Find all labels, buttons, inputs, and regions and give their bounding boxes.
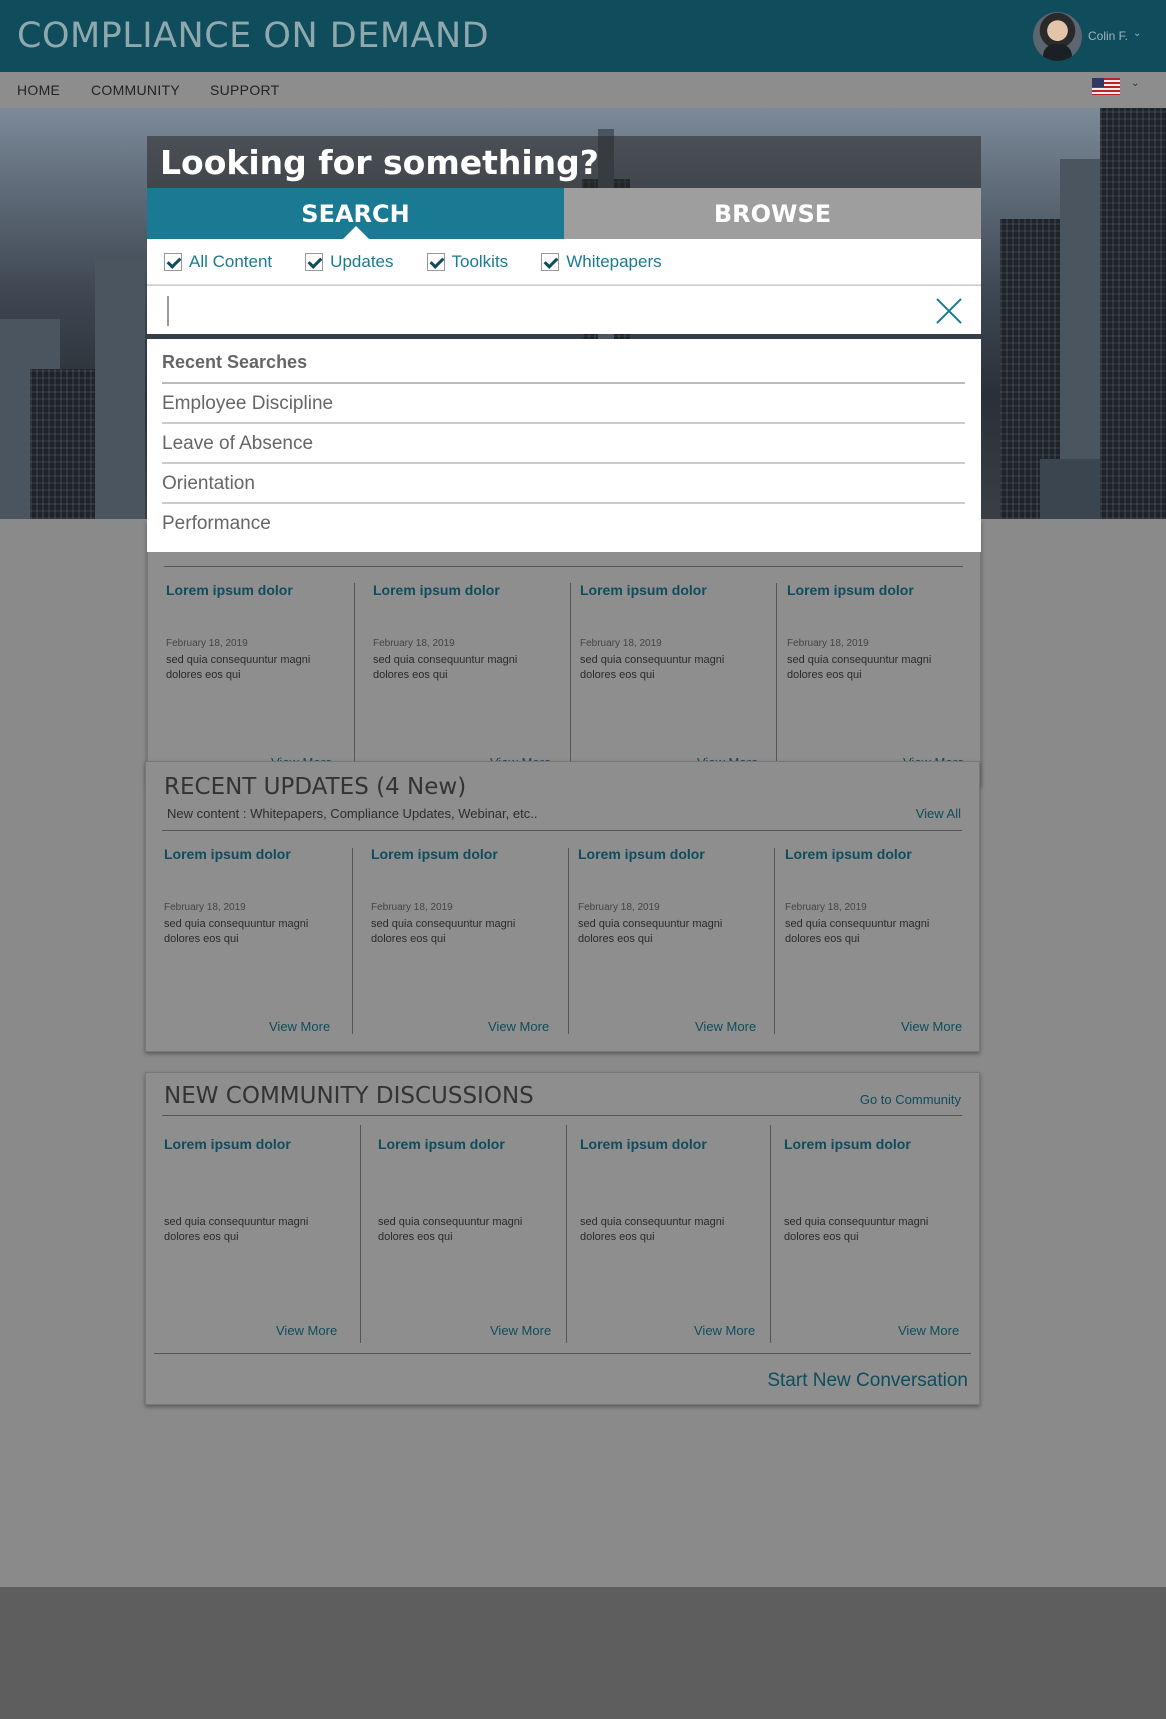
view-more-link[interactable]: View More <box>488 1019 550 1034</box>
card-date: February 18, 2019 <box>578 902 660 913</box>
card-title[interactable]: Lorem ipsum dolor <box>371 846 498 862</box>
search-title: Looking for something? <box>160 143 599 182</box>
avatar[interactable] <box>1033 12 1082 61</box>
card-text: sed quia consequuntur magni dolores eos qui <box>784 1216 929 1243</box>
chevron-down-icon[interactable]: ⌄ <box>1133 28 1142 39</box>
section-subtitle: New content : Whitepapers, Compliance Updates, Webinar, etc.. <box>167 806 538 821</box>
card-text: sed quia consequuntur magni dolores eos qui <box>164 1216 309 1243</box>
filter-updates[interactable] <box>305 252 393 272</box>
recent-search-item[interactable]: Performance <box>162 513 271 534</box>
section-title: RECENT UPDATES (4 New) <box>164 774 467 800</box>
section-title: NEW COMMUNITY DISCUSSIONS <box>164 1083 534 1109</box>
card-date: February 18, 2019 <box>373 638 455 649</box>
checkbox-checked[interactable] <box>427 253 445 271</box>
card-text: sed quia consequuntur magni dolores eos qui <box>580 654 725 681</box>
card-title[interactable]: Lorem ipsum dolor <box>166 582 293 598</box>
card-title[interactable]: Lorem ipsum dolor <box>784 1136 911 1152</box>
recent-search-item[interactable]: Orientation <box>162 464 965 504</box>
view-more-link[interactable]: View More <box>276 1323 338 1338</box>
main-nav <box>0 72 1166 108</box>
filter-label[interactable]: All Content <box>189 251 273 271</box>
card-date: February 18, 2019 <box>164 902 246 913</box>
discussion-card <box>784 1136 964 1338</box>
card-title[interactable]: Lorem ipsum dolor <box>787 582 914 598</box>
card-date: February 18, 2019 <box>785 902 867 913</box>
user-name[interactable]: Colin F. <box>1088 29 1129 43</box>
us-flag-icon[interactable] <box>1092 78 1120 95</box>
discussion-card <box>580 1136 760 1338</box>
card-text: sed quia consequuntur magni dolores eos qui <box>787 654 932 681</box>
filter-label[interactable]: Updates <box>330 251 394 271</box>
card-date: February 18, 2019 <box>166 638 248 649</box>
search-tabs <box>147 188 981 239</box>
view-all-link[interactable]: View All <box>915 806 961 821</box>
card-text: sed quia consequuntur magni dolores eos qui <box>785 918 930 945</box>
card-text: sed quia consequuntur magni dolores eos qui <box>166 654 311 681</box>
featured-card <box>373 582 553 681</box>
card-text: sed quia consequuntur magni dolores eos qui <box>578 918 723 945</box>
view-more-link[interactable]: View More <box>490 1323 552 1338</box>
recent-search-item[interactable]: Employee Discipline <box>162 384 965 424</box>
card-title[interactable]: Lorem ipsum dolor <box>164 846 291 862</box>
brand-title[interactable]: COMPLIANCE ON DEMAND <box>17 16 490 56</box>
filter-toolkits[interactable] <box>427 252 509 272</box>
featured-card <box>166 582 346 681</box>
go-to-community-link[interactable]: Go to Community <box>859 1092 961 1107</box>
footer <box>0 1587 1166 1719</box>
community-section <box>145 1072 980 1405</box>
view-more-link[interactable]: View More <box>901 1019 963 1034</box>
card-text: sed quia consequuntur magni dolores eos qui <box>164 918 309 945</box>
nav-item-home[interactable]: HOME <box>17 82 61 98</box>
nav-item-support[interactable]: SUPPORT <box>210 82 280 98</box>
recent-search-item[interactable]: Leave of Absence <box>162 424 965 464</box>
tab-browse[interactable]: BROWSE <box>564 188 981 239</box>
recent-searches-heading: Recent Searches <box>162 339 965 384</box>
card-title[interactable]: Lorem ipsum dolor <box>580 582 707 598</box>
featured-card <box>787 582 967 681</box>
update-card <box>785 846 965 1034</box>
card-title[interactable]: Lorem ipsum dolor <box>785 846 912 862</box>
view-more-link[interactable]: View More <box>695 1019 757 1034</box>
search-input[interactable] <box>167 296 867 326</box>
search-title-bar <box>147 136 981 188</box>
filter-whitepapers[interactable] <box>541 252 661 272</box>
view-more-link[interactable]: View More <box>898 1323 960 1338</box>
card-text: sed quia consequuntur magni dolores eos qui <box>371 918 516 945</box>
checkbox-checked[interactable] <box>164 253 182 271</box>
top-bar <box>0 0 1166 72</box>
card-text: sed quia consequuntur magni dolores eos qui <box>378 1216 523 1243</box>
recent-updates-section <box>145 761 980 1052</box>
featured-card <box>580 582 760 681</box>
card-title[interactable]: Lorem ipsum dolor <box>378 1136 505 1152</box>
filter-label[interactable]: Toolkits <box>451 251 509 271</box>
tab-search[interactable]: SEARCH <box>147 188 564 239</box>
update-card <box>578 846 758 1034</box>
update-card <box>371 846 551 1034</box>
checkbox-checked[interactable] <box>541 253 559 271</box>
filter-all-content[interactable] <box>164 252 272 272</box>
card-date: February 18, 2019 <box>787 638 869 649</box>
start-conversation-link[interactable]: Start New Conversation <box>767 1370 968 1391</box>
card-title[interactable]: Lorem ipsum dolor <box>164 1136 291 1152</box>
card-text: sed quia consequuntur magni dolores eos qui <box>373 654 518 681</box>
filter-bar <box>147 239 981 285</box>
card-title[interactable]: Lorem ipsum dolor <box>580 1136 707 1152</box>
card-text: sed quia consequuntur magni dolores eos qui <box>580 1216 725 1243</box>
update-card <box>164 846 344 1034</box>
featured-section <box>147 520 981 785</box>
view-more-link[interactable]: View More <box>269 1019 331 1034</box>
card-title[interactable]: Lorem ipsum dolor <box>578 846 705 862</box>
chevron-down-icon[interactable]: ⌄ <box>1131 78 1140 89</box>
view-more-link[interactable]: View More <box>694 1323 756 1338</box>
recent-searches <box>147 339 981 552</box>
discussion-card <box>378 1136 568 1338</box>
checkbox-checked[interactable] <box>305 253 323 271</box>
discussion-card <box>164 1136 354 1338</box>
search-panel <box>147 136 981 552</box>
search-row <box>147 285 981 334</box>
close-icon[interactable] <box>935 297 963 325</box>
card-date: February 18, 2019 <box>371 902 453 913</box>
card-title[interactable]: Lorem ipsum dolor <box>373 582 500 598</box>
filter-label[interactable]: Whitepapers <box>566 251 662 271</box>
nav-item-community[interactable]: COMMUNITY <box>91 82 181 98</box>
card-date: February 18, 2019 <box>580 638 662 649</box>
